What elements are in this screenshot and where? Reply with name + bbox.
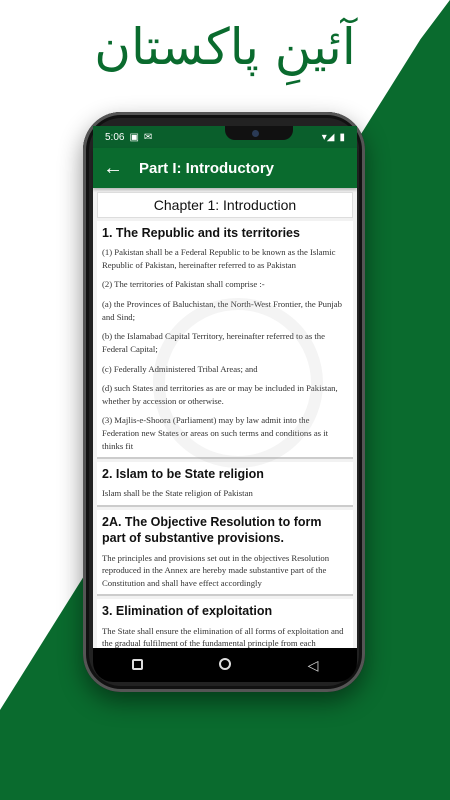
article-paragraph: (c) Federally Administered Tribal Areas; and bbox=[102, 363, 258, 374]
article-paragraph: Islam shall be the State religion of Pakistan bbox=[102, 488, 253, 499]
article-paragraph: (1) Pakistan shall be a Federal Republic to be known as the Islamic Republic of Pakistan, hereinafter referred to as Pakistan bbox=[102, 247, 336, 270]
back-triangle-icon[interactable]: ◁ bbox=[307, 656, 319, 673]
article-card[interactable] bbox=[97, 221, 353, 459]
system-nav-bar bbox=[93, 648, 357, 682]
article-paragraph: (b) the Islamabad Capital Territory, hereinafter referred to as the Federal Capital; bbox=[102, 331, 325, 354]
back-arrow-icon[interactable]: ← bbox=[103, 156, 123, 179]
urdu-app-title: آئینِ پاکستان bbox=[94, 18, 356, 76]
message-icon: ✉ bbox=[143, 131, 153, 143]
article-card[interactable] bbox=[97, 510, 353, 596]
article-paragraph: (a) the Provinces of Baluchistan, the North-West Frontier, the Punjab and Sind; bbox=[102, 299, 342, 322]
signal-icon: ▾◢ bbox=[321, 131, 335, 143]
article-paragraph: (3) Majlis-e-Shoora (Parliament) may by law admit into the Federation new States or areas on such terms and conditions as it thinks fit bbox=[102, 415, 329, 451]
article-paragraph: (d) such States and territories as are or may be included in Pakistan, whether by accession or otherwise. bbox=[102, 383, 338, 406]
app-bar bbox=[93, 148, 357, 188]
home-icon[interactable] bbox=[205, 657, 245, 673]
phone-screen bbox=[93, 126, 357, 648]
status-time: 5:06 bbox=[105, 131, 125, 143]
article-paragraph: The principles and provisions set out in the objectives Resolution reproduced in the Annex are hereby made substantive part of the Constitution and shall have effect accordingly bbox=[102, 552, 330, 588]
chapter-title: Chapter 1: Introduction bbox=[97, 192, 353, 218]
article-heading: 2A. The Objective Resolution to form part of substantive provisions. bbox=[102, 515, 322, 546]
article-paragraph: The State shall ensure the elimination of all forms of exploitation and the gradual fulfilment of the fundamental principle from each bbox=[102, 625, 344, 649]
app-bar-title: Part I: Introductory bbox=[139, 159, 275, 177]
article-heading: 2. Islam to be State religion bbox=[102, 467, 264, 482]
article-heading: 1. The Republic and its territories bbox=[102, 226, 300, 240]
recents-icon[interactable] bbox=[117, 657, 157, 673]
front-camera bbox=[252, 130, 259, 137]
gallery-icon: ▣ bbox=[129, 131, 139, 143]
battery-icon: ▮ bbox=[339, 131, 345, 143]
article-heading: 3. Elimination of exploitation bbox=[102, 604, 273, 619]
content-area[interactable] bbox=[93, 188, 357, 676]
article-card[interactable] bbox=[97, 462, 353, 507]
phone-notch bbox=[225, 126, 293, 140]
article-paragraph: (2) The territories of Pakistan shall comprise :- bbox=[102, 279, 265, 290]
